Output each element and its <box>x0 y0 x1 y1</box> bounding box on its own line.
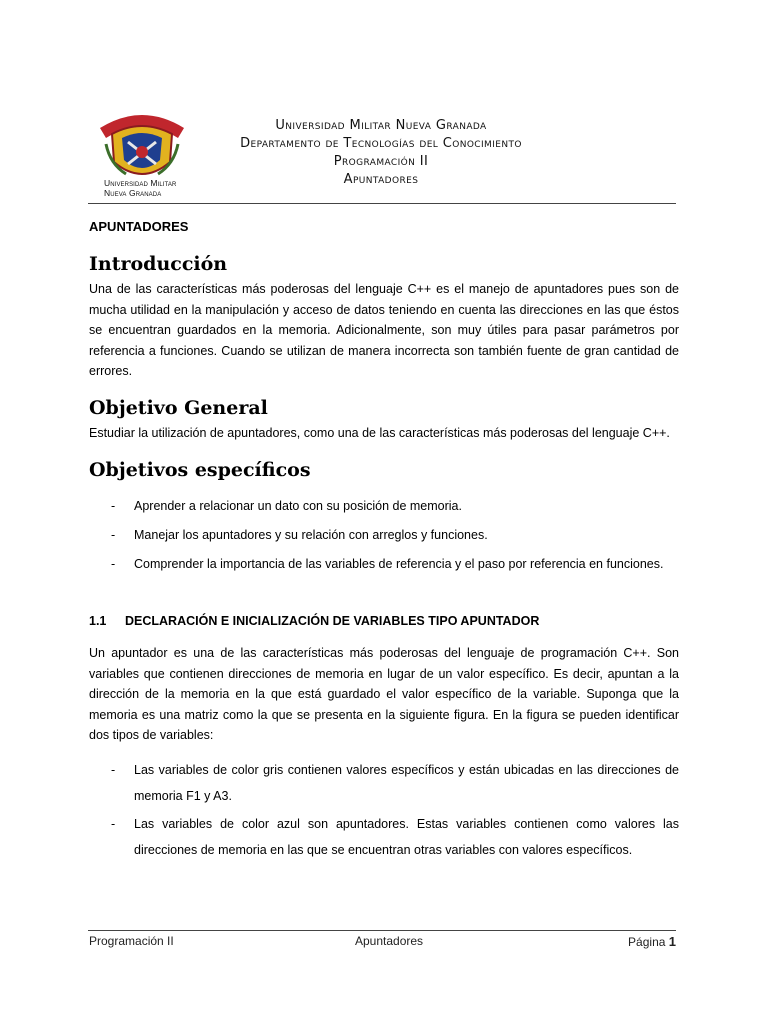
footer-topic: Apuntadores <box>355 934 424 948</box>
page-number: 1 <box>668 934 676 949</box>
header-topic: Apuntadores <box>343 172 419 187</box>
section-paragraph: Un apuntador es una de las características más poderosas del lenguaje de programación C++. Son variables que contienen direcciones de memoria en lugar de un valor específico. Es decir, apuntan a la dirección de la memoria en la que está guardado el valor específico de la variable. Suponga que la memoria es una matriz como la que se presenta en la siguiente figura. En la figura se pueden identificar dos tipos de variables: <box>89 646 679 743</box>
seal-caption: Universidad Militar Nueva Granada <box>104 178 177 198</box>
footer-page: Página 1 <box>628 934 676 949</box>
document-kicker: APUNTADORES <box>89 219 189 234</box>
general-objective-heading: Objetivo General <box>89 397 268 419</box>
header-course: Programación II <box>333 154 429 169</box>
list-item: - Las variables de color azul son apuntadores. Estas variables contienen como valores las direcciones de memoria en las que se encuentran otras variables con valores específicos. <box>111 817 679 857</box>
header-university: Universidad Militar Nueva Granada <box>275 118 487 133</box>
footer-course: Programación II <box>89 934 174 948</box>
intro-paragraph: Una de las características más poderosas del lenguaje C++ es el manejo de apuntadores pues son de mucha utilidad en la manipulación y acceso de datos teniendo en cuenta las direcciones en las que éstos se encuentran guardados en la memoria. Adicionalmente, son muy útiles para pasar parámetros por referencia a funciones. Cuando se utilizan de manera incorrecta son también fuente de gran cantidad de errores. <box>89 282 679 379</box>
section-number: 1.1 <box>89 614 107 628</box>
header-department: Departamento de Tecnologías del Conocimiento <box>240 136 522 151</box>
list-item: - Comprender la importancia de las variables de referencia y el paso por referencia en funciones. <box>111 557 664 571</box>
specific-objectives-list <box>89 496 679 583</box>
intro-heading: Introducción <box>89 253 228 275</box>
list-item: - Aprender a relacionar un dato con su posición de memoria. <box>111 499 462 513</box>
section-heading <box>89 614 539 628</box>
section-title: DECLARACIÓN E INICIALIZACIÓN DE VARIABLES TIPO APUNTADOR <box>125 614 540 628</box>
header-divider <box>88 203 676 204</box>
variable-types-list <box>89 757 679 865</box>
list-item: - Las variables de color gris contienen valores específicos y están ubicadas en las direcciones de memoria F1 y A3. <box>111 763 679 803</box>
footer-divider <box>88 930 676 931</box>
list-item: - Manejar los apuntadores y su relación con arreglos y funciones. <box>111 528 488 542</box>
document-header <box>196 117 566 189</box>
specific-objectives-heading: Objetivos específicos <box>89 459 311 481</box>
general-objective-text: Estudiar la utilización de apuntadores, como una de las características más poderosas del lenguaje C++. <box>89 426 670 440</box>
